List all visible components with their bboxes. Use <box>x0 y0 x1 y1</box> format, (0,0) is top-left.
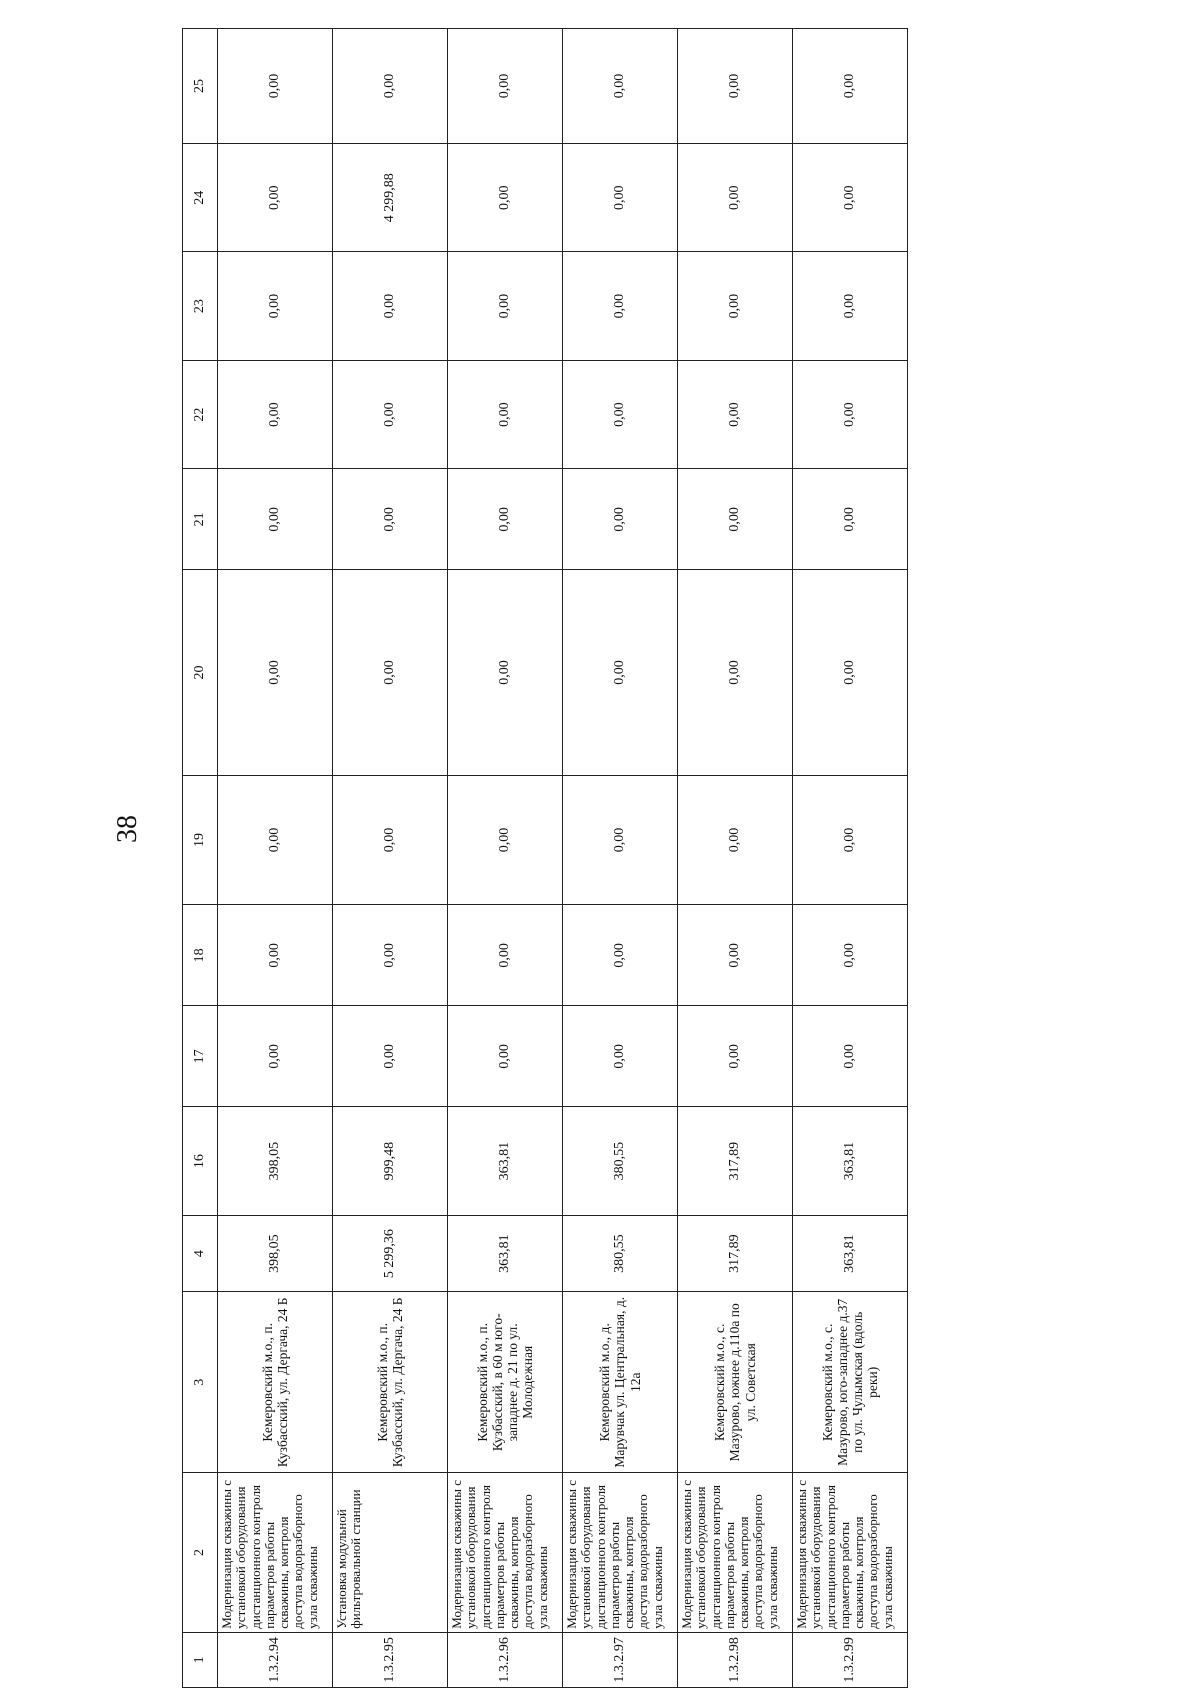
row-measure-name: Модернизация скважины с установкой оборудования дистанционного контроля параметров работы скважины, контроля доступа водоразборного узла скважины <box>448 1473 563 1633</box>
row-value-col-21: 0,00 <box>218 469 333 570</box>
row-value-col-22: 0,00 <box>448 360 563 468</box>
table-row <box>218 29 333 1688</box>
page-number: 38 <box>112 815 143 843</box>
row-value-col-21: 0,00 <box>448 469 563 570</box>
row-value-col-24: 4 299,88 <box>333 143 448 251</box>
row-value-col-22: 0,00 <box>678 360 793 468</box>
row-value-col-23: 0,00 <box>678 252 793 360</box>
column-header-22: 22 <box>183 360 218 468</box>
row-value-col-19: 0,00 <box>793 775 908 905</box>
row-value-col-22: 0,00 <box>218 360 333 468</box>
row-value-col-18: 0,00 <box>218 905 333 1006</box>
row-code: 1.3.2.94 <box>218 1632 333 1687</box>
table-row <box>448 29 563 1688</box>
row-value-col-21: 0,00 <box>793 469 908 570</box>
row-code: 1.3.2.95 <box>333 1632 448 1687</box>
column-header-18: 18 <box>183 905 218 1006</box>
row-address: Кемеровский м.о., с. Мазурово, юго-западнее д.37 по ул. Чулымская (вдоль реки) <box>793 1292 908 1473</box>
row-value-col-22: 0,00 <box>563 360 678 468</box>
row-value-col-23: 0,00 <box>448 252 563 360</box>
row-value-col-4: 5 299,36 <box>333 1215 448 1292</box>
row-value-col-16: 317,89 <box>678 1107 793 1215</box>
column-header-2: 2 <box>183 1473 218 1633</box>
row-value-col-21: 0,00 <box>563 469 678 570</box>
row-measure-name: Модернизация скважины с установкой оборудования дистанционного контроля параметров работы скважины, контроля доступа водоразборного узла скважины <box>218 1473 333 1633</box>
row-value-col-18: 0,00 <box>678 905 793 1006</box>
row-value-col-4: 398,05 <box>218 1215 333 1292</box>
row-value-col-25: 0,00 <box>678 29 793 144</box>
column-header-25: 25 <box>183 29 218 144</box>
row-value-col-20: 0,00 <box>563 570 678 775</box>
row-code: 1.3.2.97 <box>563 1632 678 1687</box>
row-address: Кемеровский м.о., п. Кузбасский, в 60 м юго-западнее д. 21 по ул. Молодежная <box>448 1292 563 1473</box>
table-body <box>218 29 908 1688</box>
row-value-col-23: 0,00 <box>333 252 448 360</box>
row-value-col-22: 0,00 <box>333 360 448 468</box>
header-row <box>183 29 218 1688</box>
row-value-col-22: 0,00 <box>793 360 908 468</box>
row-value-col-24: 0,00 <box>218 143 333 251</box>
rotated-table <box>182 28 902 1688</box>
row-value-col-18: 0,00 <box>563 905 678 1006</box>
row-value-col-4: 363,81 <box>448 1215 563 1292</box>
row-value-col-17: 0,00 <box>678 1006 793 1107</box>
row-address: Кемеровский м.о., с. Мазурово, южнее д.110а по ул. Советская <box>678 1292 793 1473</box>
row-value-col-19: 0,00 <box>563 775 678 905</box>
row-value-col-24: 0,00 <box>678 143 793 251</box>
row-measure-name: Установка модульной фильтровальной станции <box>333 1473 448 1633</box>
row-value-col-16: 363,81 <box>793 1107 908 1215</box>
column-header-19: 19 <box>183 775 218 905</box>
row-value-col-18: 0,00 <box>793 905 908 1006</box>
column-header-17: 17 <box>183 1006 218 1107</box>
row-code: 1.3.2.99 <box>793 1632 908 1687</box>
table-container <box>182 28 902 1688</box>
row-value-col-17: 0,00 <box>333 1006 448 1107</box>
data-table <box>182 28 908 1688</box>
row-value-col-19: 0,00 <box>678 775 793 905</box>
row-value-col-19: 0,00 <box>218 775 333 905</box>
row-value-col-17: 0,00 <box>448 1006 563 1107</box>
row-value-col-21: 0,00 <box>678 469 793 570</box>
row-value-col-25: 0,00 <box>218 29 333 144</box>
row-value-col-20: 0,00 <box>333 570 448 775</box>
row-value-col-18: 0,00 <box>333 905 448 1006</box>
row-value-col-23: 0,00 <box>793 252 908 360</box>
row-value-col-19: 0,00 <box>333 775 448 905</box>
row-measure-name: Модернизация скважины с установкой оборудования дистанционного контроля параметров работы скважины, контроля доступа водоразборного узла скважины <box>563 1473 678 1633</box>
column-header-21: 21 <box>183 469 218 570</box>
row-value-col-16: 363,81 <box>448 1107 563 1215</box>
row-value-col-4: 363,81 <box>793 1215 908 1292</box>
row-value-col-17: 0,00 <box>218 1006 333 1107</box>
column-header-24: 24 <box>183 143 218 251</box>
row-value-col-20: 0,00 <box>793 570 908 775</box>
row-address: Кемеровский м.о., п. Кузбасский, ул. Дергача, 24 Б <box>218 1292 333 1473</box>
row-value-col-4: 317,89 <box>678 1215 793 1292</box>
row-code: 1.3.2.96 <box>448 1632 563 1687</box>
row-value-col-21: 0,00 <box>333 469 448 570</box>
row-value-col-17: 0,00 <box>793 1006 908 1107</box>
row-value-col-20: 0,00 <box>448 570 563 775</box>
row-value-col-20: 0,00 <box>678 570 793 775</box>
row-value-col-25: 0,00 <box>793 29 908 144</box>
row-value-col-17: 0,00 <box>563 1006 678 1107</box>
row-code: 1.3.2.98 <box>678 1632 793 1687</box>
row-measure-name: Модернизация скважины с установкой оборудования дистанционного контроля параметров работы скважины, контроля доступа водоразборного узла скважины <box>793 1473 908 1633</box>
row-address: Кемеровский м.о., п. Кузбасский, ул. Дергача, 24 Б <box>333 1292 448 1473</box>
column-header-16: 16 <box>183 1107 218 1215</box>
table-row <box>678 29 793 1688</box>
row-measure-name: Модернизация скважины с установкой оборудования дистанционного контроля параметров работы скважины, контроля доступа водоразборного узла скважины <box>678 1473 793 1633</box>
table-row <box>333 29 448 1688</box>
row-value-col-18: 0,00 <box>448 905 563 1006</box>
row-value-col-4: 380,55 <box>563 1215 678 1292</box>
row-value-col-20: 0,00 <box>218 570 333 775</box>
row-value-col-16: 398,05 <box>218 1107 333 1215</box>
column-header-1: 1 <box>183 1632 218 1687</box>
row-value-col-16: 999,48 <box>333 1107 448 1215</box>
table-row <box>563 29 678 1688</box>
column-header-23: 23 <box>183 252 218 360</box>
row-value-col-19: 0,00 <box>448 775 563 905</box>
row-value-col-24: 0,00 <box>563 143 678 251</box>
row-value-col-16: 380,55 <box>563 1107 678 1215</box>
row-value-col-23: 0,00 <box>218 252 333 360</box>
column-header-20: 20 <box>183 570 218 775</box>
row-value-col-24: 0,00 <box>448 143 563 251</box>
row-address: Кемеровский м.о., д. Марувчак ул. Центральная, д. 12а <box>563 1292 678 1473</box>
row-value-col-23: 0,00 <box>563 252 678 360</box>
column-header-4: 4 <box>183 1215 218 1292</box>
column-header-3: 3 <box>183 1292 218 1473</box>
row-value-col-25: 0,00 <box>333 29 448 144</box>
row-value-col-24: 0,00 <box>793 143 908 251</box>
row-value-col-25: 0,00 <box>563 29 678 144</box>
table-row <box>793 29 908 1688</box>
row-value-col-25: 0,00 <box>448 29 563 144</box>
